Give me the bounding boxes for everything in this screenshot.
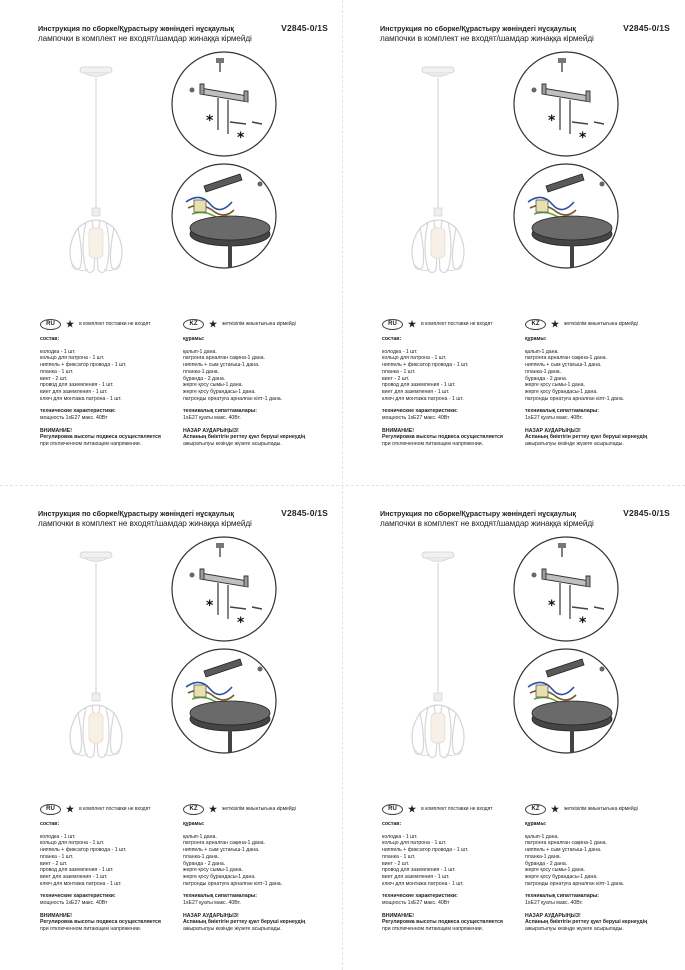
ru-warning-text-2: при отключенном питающем напряжении. — [40, 441, 142, 448]
model-number: V2845-0/1S — [623, 508, 670, 518]
kit-list-item: патронды орнатуға арналған кілт-1 дана. — [183, 395, 283, 402]
kz-specs-value: 1хЕ27 қуаты макс. 40Вт. — [525, 415, 583, 422]
wiring-canopy-diagram — [512, 162, 620, 270]
kit-list-item: винт - 2 шт. — [40, 860, 68, 867]
kit-list-item: қалып-1 дана. — [183, 833, 217, 840]
sheet-title: Инструкция по сборке/Құрастыру жөніндегі нұсқаулық — [38, 24, 234, 33]
kit-list-item: жерге қосу бұрандасы-1 дана. — [525, 388, 598, 395]
kit-list-item: винт для заземления - 1 шт. — [40, 873, 108, 880]
pendant-lamp-illustration — [398, 66, 478, 276]
kit-list-item: жерге қосу сымы-1 дана. — [525, 867, 585, 874]
kit-list-item: жерге қосу бұрандасы-1 дана. — [183, 873, 256, 880]
kz-kit-title: құрамы: — [525, 821, 547, 827]
russian-section — [382, 803, 522, 933]
ru-warning-text: Регулировка высоты подвеса осуществляется — [40, 919, 161, 926]
kz-star-note: жеткізілім жиынтығына кірмейді — [564, 320, 638, 327]
kit-list-item: планка - 1 шт. — [382, 853, 416, 860]
kz-specs-value: 1хЕ27 қуаты макс. 40Вт. — [183, 415, 241, 422]
kit-list-item: колодка - 1 шт. — [382, 348, 418, 355]
wiring-canopy-diagram — [512, 647, 620, 755]
sheet-header — [380, 24, 670, 44]
svg-text:*: * — [237, 130, 245, 146]
kit-list-item: патронды орнатуға арналған кілт-1 дана. — [183, 880, 283, 887]
kit-list-item: ниппель + сым ұстағыш-1 дана. — [525, 362, 602, 369]
ru-specs-value: мощность 1xE27 макс. 40Вт — [40, 415, 108, 422]
kit-list-item: патронға арналған сақина-1 дана. — [183, 355, 265, 362]
kit-list-item: бұранда - 2 дана. — [183, 375, 226, 382]
kit-list-item: ниппель + сым ұстағыш-1 дана. — [183, 847, 260, 854]
kit-list-item: кольцо для патрона - 1 шт. — [382, 840, 447, 847]
ru-language-badge: RU — [40, 319, 61, 330]
kit-list-item: колодка - 1 шт. — [382, 833, 418, 840]
kit-list-item: бұранда - 2 дана. — [525, 375, 568, 382]
ru-warning-title: ВНИМАНИЕ! — [40, 912, 72, 919]
kit-list-item: провод для заземления - 1 шт. — [40, 867, 114, 874]
kz-specs-title: техникалық сипаттамалары: — [525, 893, 600, 900]
kz-warning-text: Аспаның биіктігін реттеу қуат берушi кернеудің — [525, 919, 648, 926]
star-icon: ★ — [66, 803, 75, 814]
svg-text:*: * — [579, 615, 587, 631]
ru-kit-list — [382, 834, 522, 888]
kit-list-item: планка-1 дана. — [525, 853, 562, 860]
kz-specs-title: техникалық сипаттамалары: — [183, 408, 258, 415]
kit-list-item: планка-1 дана. — [525, 368, 562, 375]
ru-star-note: в комплект поставки не входят — [79, 805, 151, 812]
mounting-bracket-diagram — [170, 50, 278, 158]
svg-text:*: * — [548, 113, 556, 129]
ru-kit-list — [40, 834, 180, 888]
kz-warning-text-2: ажыратылуы кезінде жүзеге асырылады. — [183, 441, 282, 448]
kit-list-item: қалып-1 дана. — [183, 348, 217, 355]
kz-language-badge: KZ — [525, 319, 546, 330]
kit-list-item: винт - 2 шт. — [382, 860, 410, 867]
kz-specs-title: техникалық сипаттамалары: — [183, 893, 258, 900]
pendant-lamp-illustration — [56, 551, 136, 761]
kit-list-item: бұранда - 2 дана. — [525, 860, 568, 867]
kz-kit-title: құрамы: — [525, 336, 547, 342]
kit-list-item: провод для заземления - 1 шт. — [382, 867, 456, 874]
kit-list-item: патронға арналған сақина-1 дана. — [525, 840, 607, 847]
kit-list-item: планка - 1 шт. — [40, 853, 74, 860]
pendant-lamp-illustration — [56, 66, 136, 276]
ru-warning-text: Регулировка высоты подвеса осуществляется — [40, 434, 161, 441]
kit-list-item: ключ для монтажа патрона - 1 шт. — [382, 880, 464, 887]
star-icon: ★ — [408, 803, 417, 814]
kz-language-badge: KZ — [183, 804, 204, 815]
kz-kit-list — [183, 834, 333, 888]
kz-warning-text: Аспаның биіктігін реттеу қуат берушi кернеудің — [183, 434, 306, 441]
sheet-title: Инструкция по сборке/Құрастыру жөніндегі нұсқаулық — [38, 509, 234, 518]
ru-specs-title: технические характеристики: — [382, 408, 458, 415]
kit-list-item: кольцо для патрона - 1 шт. — [382, 355, 447, 362]
kz-warning-title: НАЗАР АУДАРЫҢЫЗ! — [183, 912, 239, 919]
kit-list-item: ниппель + фиксатор провода - 1 шт. — [382, 847, 469, 854]
bulbs-not-included-note: лампочки в комплект не входят/шамдар жинаққа кірмейді — [380, 34, 594, 43]
kit-list-item: ниппель + фиксатор провода - 1 шт. — [382, 362, 469, 369]
kit-list-item: планка-1 дана. — [183, 853, 220, 860]
kit-list-item: қалып-1 дана. — [525, 833, 559, 840]
svg-text:*: * — [206, 113, 214, 129]
star-icon: ★ — [209, 803, 218, 814]
kz-specs-value: 1хЕ27 қуаты макс. 40Вт. — [183, 900, 241, 907]
kit-list-item: винт для заземления - 1 шт. — [40, 388, 108, 395]
kz-warning-title: НАЗАР АУДАРЫҢЫЗ! — [183, 427, 239, 434]
kz-warning-text: Аспаның биіктігін реттеу қуат берушi кернеудің — [525, 434, 648, 441]
kit-list-item: ниппель + фиксатор провода - 1 шт. — [40, 362, 127, 369]
ru-kit-list — [40, 349, 180, 403]
star-icon: ★ — [209, 318, 218, 329]
kz-kit-title: құрамы: — [183, 336, 205, 342]
kz-warning-text-2: ажыратылуы кезінде жүзеге асырылады. — [525, 926, 624, 933]
kz-star-note: жеткізілім жиынтығына кірмейді — [564, 805, 638, 812]
kit-list-item: ключ для монтажа патрона - 1 шт. — [40, 880, 122, 887]
bulbs-not-included-note: лампочки в комплект не входят/шамдар жинаққа кірмейді — [38, 34, 252, 43]
ru-specs-value: мощность 1xE27 макс. 40Вт — [40, 900, 108, 907]
wiring-canopy-diagram — [170, 647, 278, 755]
wiring-canopy-diagram — [170, 162, 278, 270]
kit-list-item: винт - 2 шт. — [382, 375, 410, 382]
sheet-header — [380, 509, 670, 529]
kit-list-item: жерге қосу сымы-1 дана. — [183, 382, 243, 389]
ru-star-note: в комплект поставки не входят — [79, 320, 151, 327]
star-icon: ★ — [66, 318, 75, 329]
kit-list-item: патронға арналған сақина-1 дана. — [525, 355, 607, 362]
mounting-bracket-diagram — [512, 50, 620, 158]
kz-language-badge: KZ — [183, 319, 204, 330]
instruction-sheet — [0, 485, 342, 970]
ru-warning-title: ВНИМАНИЕ! — [40, 427, 72, 434]
ru-kit-title: состав: — [40, 821, 60, 827]
kit-list-item: колодка - 1 шт. — [40, 348, 76, 355]
kz-warning-text-2: ажыратылуы кезінде жүзеге асырылады. — [525, 441, 624, 448]
sheet-header — [38, 24, 328, 44]
ru-specs-title: технические характеристики: — [40, 893, 116, 900]
ru-kit-title: состав: — [382, 336, 402, 342]
russian-section — [40, 318, 180, 448]
russian-section — [40, 803, 180, 933]
ru-specs-value: мощность 1xE27 макс. 40Вт — [382, 900, 450, 907]
ru-kit-title: состав: — [40, 336, 60, 342]
model-number: V2845-0/1S — [281, 508, 328, 518]
bulbs-not-included-note: лампочки в комплект не входят/шамдар жинаққа кірмейді — [380, 519, 594, 528]
kit-list-item: винт для заземления - 1 шт. — [382, 388, 450, 395]
kit-list-item: планка - 1 шт. — [382, 368, 416, 375]
kit-list-item: ниппель + сым ұстағыш-1 дана. — [525, 847, 602, 854]
model-number: V2845-0/1S — [281, 23, 328, 33]
ru-kit-list — [382, 349, 522, 403]
kit-list-item: ключ для монтажа патрона - 1 шт. — [382, 395, 464, 402]
kit-list-item: жерге қосу бұрандасы-1 дана. — [183, 388, 256, 395]
kz-warning-text-2: ажыратылуы кезінде жүзеге асырылады. — [183, 926, 282, 933]
ru-language-badge: RU — [40, 804, 61, 815]
kz-warning-title: НАЗАР АУДАРЫҢЫЗ! — [525, 427, 581, 434]
ru-warning-title: ВНИМАНИЕ! — [382, 912, 414, 919]
ru-warning-text: Регулировка высоты подвеса осуществляется — [382, 919, 503, 926]
ru-kit-title: состав: — [382, 821, 402, 827]
ru-warning-text-2: при отключенном питающем напряжении. — [382, 441, 484, 448]
star-icon: ★ — [408, 318, 417, 329]
kit-list-item: колодка - 1 шт. — [40, 833, 76, 840]
ru-warning-text: Регулировка высоты подвеса осуществляется — [382, 434, 503, 441]
kit-list-item: винт - 2 шт. — [40, 375, 68, 382]
sheet-title: Инструкция по сборке/Құрастыру жөніндегі нұсқаулық — [380, 24, 576, 33]
kazakh-section — [183, 318, 333, 448]
ru-star-note: в комплект поставки не входят — [421, 805, 493, 812]
kit-list-item: жерге қосу бұрандасы-1 дана. — [525, 873, 598, 880]
sheet-header — [38, 509, 328, 529]
ru-language-badge: RU — [382, 804, 403, 815]
kit-list-item: ниппель + сым ұстағыш-1 дана. — [183, 362, 260, 369]
instruction-sheet — [342, 485, 684, 970]
star-icon: ★ — [551, 318, 560, 329]
sheet-title: Инструкция по сборке/Құрастыру жөніндегі нұсқаулық — [380, 509, 576, 518]
kit-list-item: патронды орнатуға арналған кілт-1 дана. — [525, 880, 625, 887]
kit-list-item: ключ для монтажа патрона - 1 шт. — [40, 395, 122, 402]
kit-list-item: винт для заземления - 1 шт. — [382, 873, 450, 880]
kz-star-note: жеткізілім жиынтығына кірмейді — [222, 320, 296, 327]
kit-list-item: патронға арналған сақина-1 дана. — [183, 840, 265, 847]
kit-list-item: жерге қосу сымы-1 дана. — [183, 867, 243, 874]
ru-star-note: в комплект поставки не входят — [421, 320, 493, 327]
kit-list-item: ниппель + фиксатор провода - 1 шт. — [40, 847, 127, 854]
kazakh-section — [525, 318, 675, 448]
kit-list-item: қалып-1 дана. — [525, 348, 559, 355]
kit-list-item: провод для заземления - 1 шт. — [40, 382, 114, 389]
kz-kit-title: құрамы: — [183, 821, 205, 827]
ru-warning-title: ВНИМАНИЕ! — [382, 427, 414, 434]
ru-specs-title: технические характеристики: — [382, 893, 458, 900]
russian-section — [382, 318, 522, 448]
svg-text:*: * — [237, 615, 245, 631]
kit-list-item: планка-1 дана. — [183, 368, 220, 375]
star-icon: ★ — [551, 803, 560, 814]
kit-list-item: провод для заземления - 1 шт. — [382, 382, 456, 389]
ru-specs-value: мощность 1xE27 макс. 40Вт — [382, 415, 450, 422]
kz-specs-value: 1хЕ27 қуаты макс. 40Вт. — [525, 900, 583, 907]
kz-warning-title: НАЗАР АУДАРЫҢЫЗ! — [525, 912, 581, 919]
ru-language-badge: RU — [382, 319, 403, 330]
ru-specs-title: технические характеристики: — [40, 408, 116, 415]
mounting-bracket-diagram — [170, 535, 278, 643]
ru-warning-text-2: при отключенном питающем напряжении. — [40, 926, 142, 933]
kit-list-item: кольцо для патрона - 1 шт. — [40, 355, 105, 362]
kz-specs-title: техникалық сипаттамалары: — [525, 408, 600, 415]
mounting-bracket-diagram — [512, 535, 620, 643]
kazakh-section — [525, 803, 675, 933]
kit-list-item: бұранда - 2 дана. — [183, 860, 226, 867]
ru-warning-text-2: при отключенном питающем напряжении. — [382, 926, 484, 933]
svg-text:*: * — [579, 130, 587, 146]
kz-language-badge: KZ — [525, 804, 546, 815]
kit-list-item: жерге қосу сымы-1 дана. — [525, 382, 585, 389]
svg-text:*: * — [548, 598, 556, 614]
kazakh-section — [183, 803, 333, 933]
kit-list-item: кольцо для патрона - 1 шт. — [40, 840, 105, 847]
svg-text:*: * — [206, 598, 214, 614]
kz-warning-text: Аспаның биіктігін реттеу қуат берушi кернеудің — [183, 919, 306, 926]
kz-kit-list — [525, 349, 675, 403]
instruction-sheet — [342, 0, 684, 485]
pendant-lamp-illustration — [398, 551, 478, 761]
instruction-sheet — [0, 0, 342, 485]
kit-list-item: планка - 1 шт. — [40, 368, 74, 375]
kit-list-item: патронды орнатуға арналған кілт-1 дана. — [525, 395, 625, 402]
bulbs-not-included-note: лампочки в комплект не входят/шамдар жинаққа кірмейді — [38, 519, 252, 528]
kz-kit-list — [183, 349, 333, 403]
model-number: V2845-0/1S — [623, 23, 670, 33]
kz-kit-list — [525, 834, 675, 888]
kz-star-note: жеткізілім жиынтығына кірмейді — [222, 805, 296, 812]
